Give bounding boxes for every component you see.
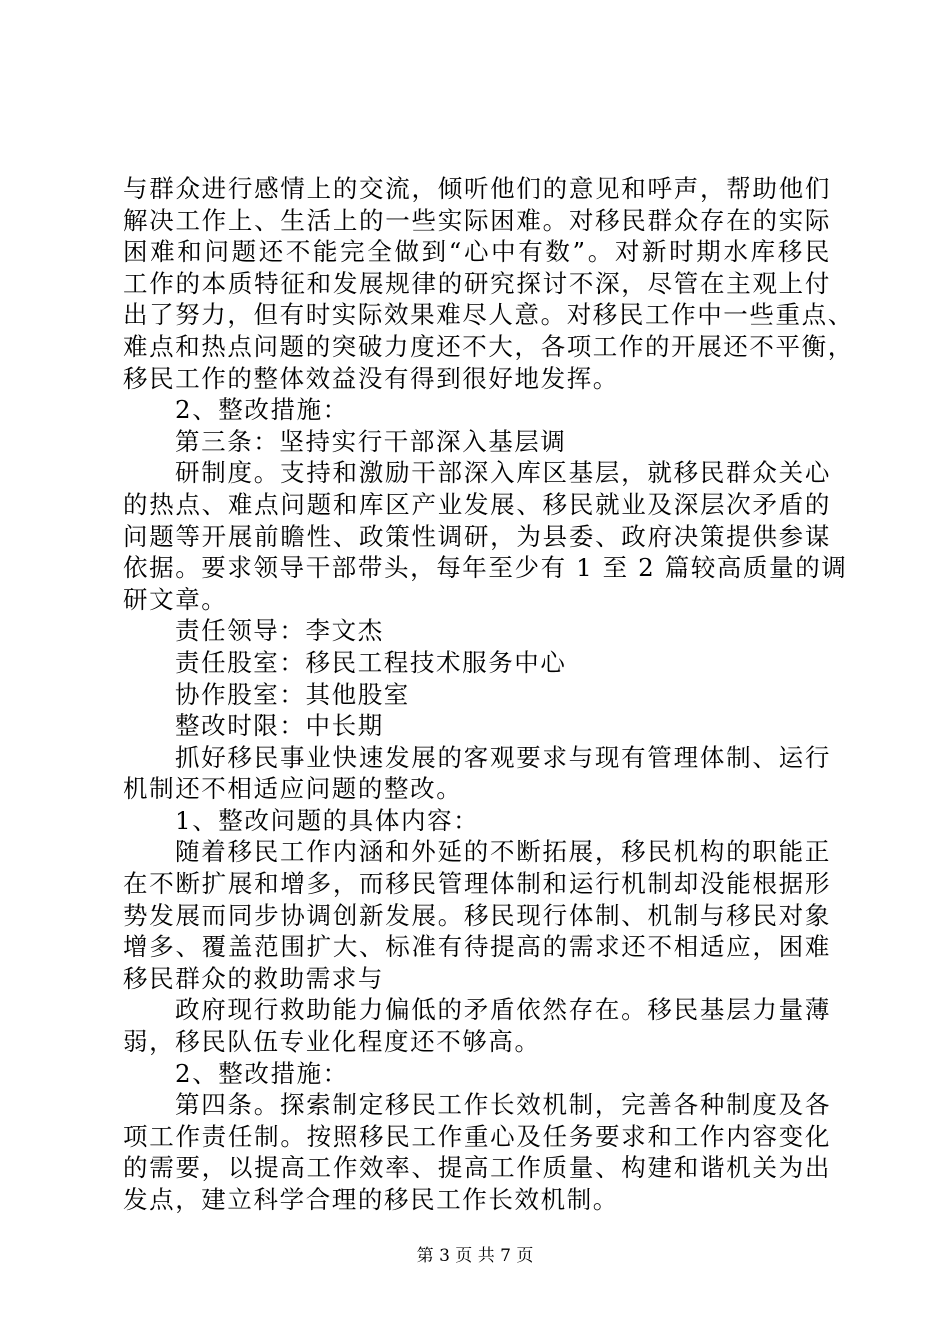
text-line: 第四条。探索制定移民工作长效机制，完善各种制度及各 (175, 1090, 831, 1120)
text-line: 抓好移民事业快速发展的客观要求与现有管理体制、运行 (175, 742, 831, 772)
text-line: 政府现行救助能力偏低的矛盾依然存在。移民基层力量薄 (175, 995, 831, 1025)
article-heading: 第三条：坚持实行干部深入基层调 (175, 426, 567, 456)
section-heading: 2、整改措施： (175, 1058, 349, 1088)
text-line: 出了努力，但有时实际效果难尽人意。对移民工作中一些重点、 (123, 300, 854, 330)
text-line: 工作的本质特征和发展规律的研究探讨不深，尽管在主观上付 (123, 268, 831, 298)
section-heading: 1、整改问题的具体内容： (175, 805, 480, 835)
text-line: 与群众进行感情上的交流，倾听他们的意见和呼声，帮助他们 (123, 174, 831, 203)
deadline: 整改时限：中长期 (175, 711, 384, 741)
text-line: 在不断扩展和增多，而移民管理体制和运行机制却没能根据形 (123, 869, 831, 899)
text-line: 项工作责任制。按照移民工作重心及任务要求和工作内容变化 (123, 1121, 831, 1151)
text-line: 增多、覆盖范围扩大、标准有待提高的需求还不相适应，困难 (123, 932, 831, 962)
cooperating-office: 协作股室：其他股室 (175, 679, 410, 709)
text-line: 研文章。 (123, 584, 228, 614)
text-line: 移民群众的救助需求与 (123, 963, 384, 993)
text-line: 依据。要求领导干部带头，每年至少有 1 至 2 篇较高质量的调 (123, 553, 848, 583)
text-line: 弱，移民队伍专业化程度还不够高。 (123, 1027, 541, 1057)
document-body (123, 173, 854, 1216)
text-line: 研制度。支持和激励干部深入库区基层，就移民群众关心 (175, 458, 831, 488)
section-heading: 2、整改措施： (175, 395, 349, 425)
text-line: 移民工作的整体效益没有得到很好地发挥。 (123, 363, 619, 393)
text-line: 随着移民工作内涵和外延的不断拓展，移民机构的职能正 (175, 837, 831, 867)
text-line: 发点，建立科学合理的移民工作长效机制。 (123, 1185, 619, 1214)
text-line: 难点和热点问题的突破力度还不大，各项工作的开展还不平衡， (123, 331, 854, 361)
text-line: 机制还不相适应问题的整改。 (123, 774, 463, 804)
page-footer: 第 3 页 共 7 页 (416, 1246, 534, 1266)
text-line: 困难和问题还不能完全做到“心中有数”。对新时期水库移民 (123, 237, 831, 267)
text-line: 势发展而同步协调创新发展。移民现行体制、机制与移民对象 (123, 900, 831, 930)
text-line: 的需要，以提高工作效率、提高工作质量、构建和谐机关为出 (123, 1153, 831, 1183)
text-line: 的热点、难点问题和库区产业发展、移民就业及深层次矛盾的 (123, 489, 831, 519)
responsible-leader: 责任领导：李文杰 (175, 616, 384, 646)
text-line: 问题等开展前瞻性、政策性调研，为县委、政府决策提供参谋 (123, 521, 831, 551)
responsible-office: 责任股室：移民工程技术服务中心 (175, 647, 567, 677)
text-line: 解决工作上、生活上的一些实际困难。对移民群众存在的实际 (123, 205, 831, 235)
